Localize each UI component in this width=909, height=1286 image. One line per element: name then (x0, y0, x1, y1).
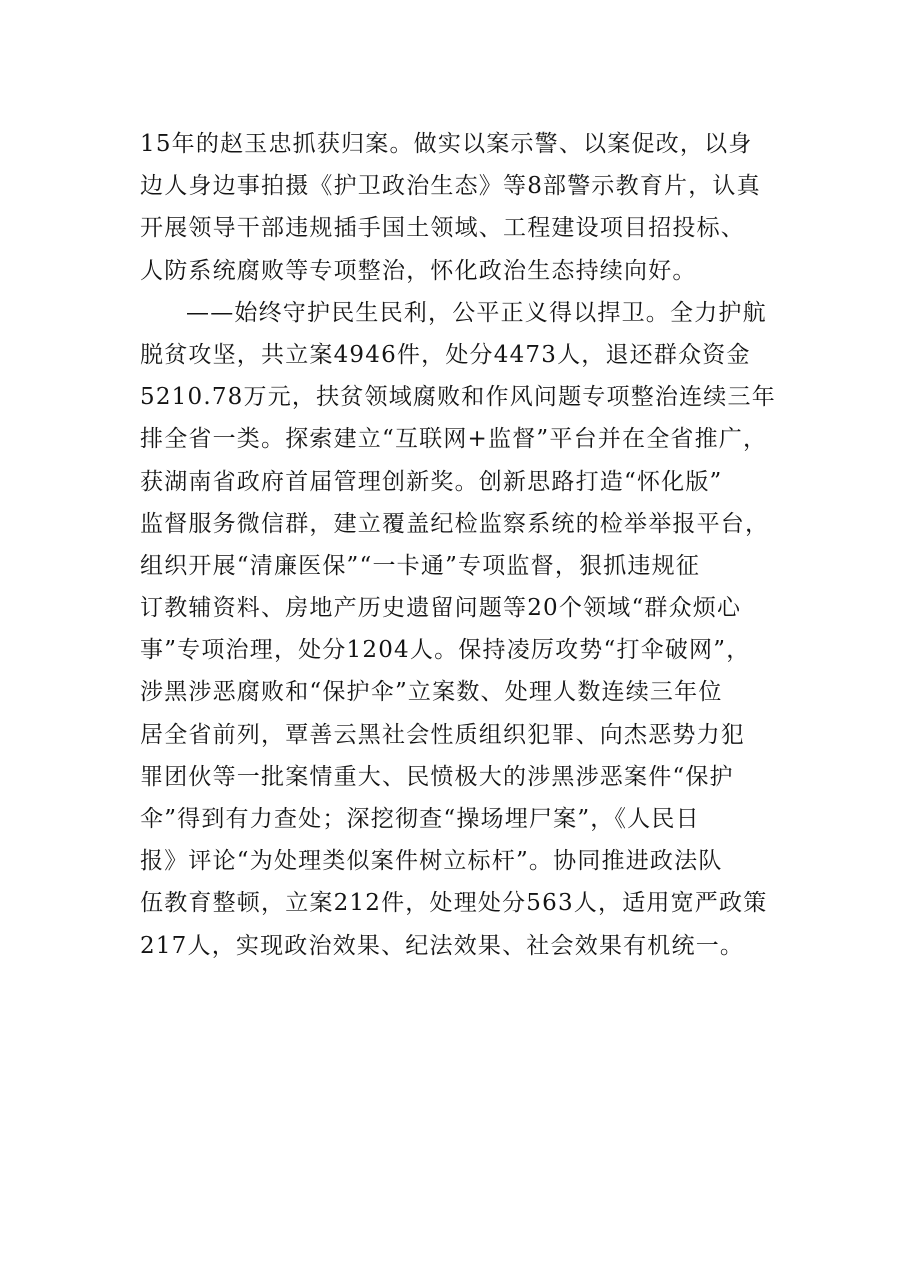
text-line: 人防系统腐败等专项整治，怀化政治生态持续向好。 (140, 257, 697, 284)
text-line: 伍教育整顿，立案212件，处理处分563人，适用宽严政策 (140, 890, 768, 917)
paragraph-first-line: ——始终守护民生民利，公平正义得以捍卫。全力护航 (186, 299, 767, 326)
text-line: 居全省前列，覃善云黑社会性质组织犯罪、向杰恶势力犯 (140, 721, 745, 748)
text-line: 获湖南省政府首届管理创新奖。创新思路打造“怀化版” (140, 468, 723, 495)
text-line: 组织开展“清廉医保”“一卡通”专项监督，狠抓违规征 (140, 552, 701, 579)
text-line: 开展领导干部违规插手国土领域、工程建设项目招投标、 (140, 215, 745, 242)
text-line: 5210.78万元，扶贫领域腐败和作风问题专项整治连续三年 (140, 384, 776, 411)
text-line: 监督服务微信群，建立覆盖纪检监察系统的检举举报平台， (140, 510, 770, 537)
text-line: 报》评论“为处理类似案件树立标杆”。协同推进政法队 (140, 848, 723, 875)
text-line: 罪团伙等一批案情重大、民愤极大的涉黑涉恶案件“保护 (140, 763, 734, 790)
text-line: 边人身边事拍摄《护卫政治生态》等8部警示教育片，认真 (140, 173, 761, 200)
text-line: 订教辅资料、房地产历史遗留问题等20个领域“群众烦心 (140, 595, 742, 622)
text-line: 排全省一类。探索建立“互联网+监督”平台并在全省推广， (140, 426, 768, 453)
text-line: 217人，实现政治效果、纪法效果、社会效果有机统一。 (140, 932, 745, 959)
text-line: 脱贫攻坚，共立案4946件，处分4473人，退还群众资金 (140, 341, 751, 368)
body-text (140, 123, 790, 967)
text-line: 伞”得到有力查处；深挖彻查“操场埋尸案”，《人民日 (140, 806, 700, 832)
text-line: 15年的赵玉忠抓获归案。做实以案示警、以案促改，以身 (140, 131, 753, 157)
text-line: 事”专项治理，处分1204人。保持凌厉攻势“打伞破网”， (140, 637, 751, 664)
text-line: 涉黑涉恶腐败和“保护伞”立案数、处理人数连续三年位 (140, 679, 723, 706)
